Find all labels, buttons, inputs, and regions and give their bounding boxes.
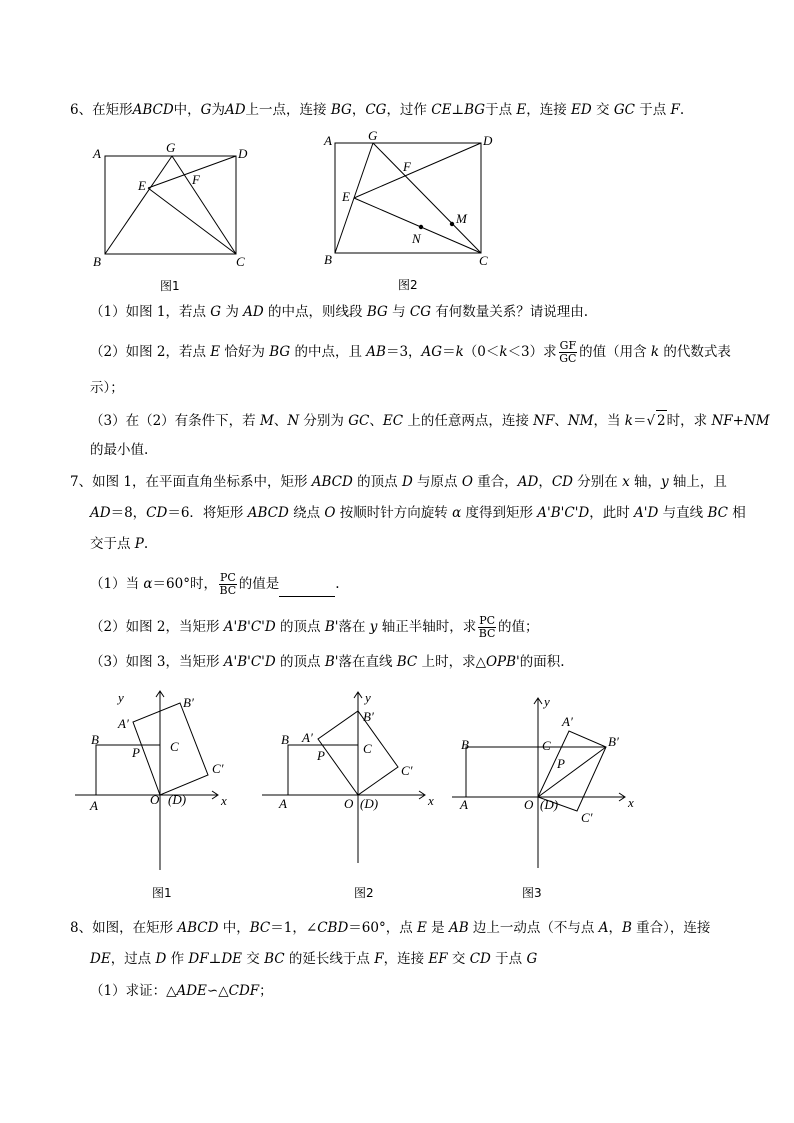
- q7-figure-2: [262, 688, 442, 907]
- q8-part-1: （1）求证：△ADE∽△CDF；: [90, 983, 273, 999]
- label-d-paren: (D): [168, 792, 187, 807]
- label-c: C: [363, 741, 372, 756]
- label-a-prime: A′: [118, 716, 129, 731]
- label-a-prime: A′: [302, 730, 313, 745]
- q7-stem-line-2: AD＝8，CD＝6．将矩形 ABCD 绕点 O 按顺时针方向旋转 α 度得到矩形 A'B'C'D，此时 A'D 与直线 BC 相: [90, 505, 746, 521]
- label-b: B: [461, 737, 469, 752]
- point-n: [419, 225, 423, 229]
- label-p: P: [557, 756, 565, 771]
- label-x: x: [428, 793, 434, 808]
- label-b: B: [93, 254, 101, 269]
- q6-fig2-caption: 图2: [398, 278, 418, 292]
- label-d-paren: (D): [360, 796, 379, 811]
- label-c: C: [236, 254, 245, 269]
- label-a: A: [460, 797, 468, 812]
- label-a: A: [90, 798, 98, 813]
- fraction-gf-gc: $\frac{GF}{GC}$: [559, 339, 577, 365]
- label-c-prime: C′: [401, 763, 413, 778]
- label-d-paren: (D): [540, 797, 559, 812]
- segment-bg: [105, 156, 172, 254]
- q7-fig2-caption: 图2: [354, 886, 374, 900]
- q7-part-1: （1）当 α＝60°时， $\frac{PC}{BC}$ 的值是 .: [90, 571, 340, 597]
- label-f: F: [403, 159, 411, 174]
- point-m: [450, 222, 454, 226]
- q7-part-2: （2）如图 2，当矩形 A'B'C'D 的顶点 B'落在 y 轴正半轴时，求 $\frac{PC}{BC}$ 的值；: [90, 614, 539, 640]
- label-b-prime: B′: [183, 695, 194, 710]
- label-a: A: [93, 146, 101, 161]
- label-x: x: [628, 795, 634, 810]
- label-a: A: [279, 796, 287, 811]
- label-o: O: [524, 797, 534, 812]
- q8-stem-line-1: 8、如图，在矩形 ABCD 中，BC＝1，∠CBD＝60°，点 E 是 AB 边上一动点（不与点 A，B 重合），连接: [70, 920, 711, 936]
- label-b-prime: B′: [363, 709, 374, 724]
- q7-fig1-caption: 图1: [152, 886, 172, 900]
- label-e: E: [138, 178, 146, 193]
- q6-part-3: （3）在（2）有条件下，若 M、N 分别为 GC、EC 上的任意两点，连接 NF、NM，当 k＝√ 2时，求 NF+NM: [90, 410, 770, 431]
- segment-ec: [148, 188, 236, 254]
- label-c: C: [479, 253, 488, 268]
- fraction-pc-bc: $\frac{PC}{BC}$: [219, 571, 237, 597]
- segment-ob-prime: [538, 747, 606, 797]
- label-c: C: [542, 738, 551, 753]
- label-a-prime: A′: [562, 714, 573, 729]
- label-b: B: [281, 732, 289, 747]
- label-c-prime: C′: [212, 761, 224, 776]
- label-y: y: [118, 690, 124, 705]
- answer-blank[interactable]: [279, 582, 335, 597]
- label-b: B: [91, 732, 99, 747]
- label-d: D: [483, 133, 493, 148]
- label-n: N: [412, 231, 421, 246]
- q6-fig1-caption: 图1: [160, 279, 180, 293]
- rect-abcd: [466, 747, 538, 797]
- label-c-prime: C′: [581, 810, 593, 825]
- q6-part-3-cont: 的最小值.: [90, 442, 149, 458]
- label-o: O: [150, 792, 160, 807]
- label-p: P: [132, 745, 140, 760]
- label-y: y: [544, 694, 550, 709]
- label-g: G: [368, 128, 378, 143]
- q7-fig3-caption: 图3: [522, 886, 542, 900]
- label-y: y: [365, 690, 371, 705]
- label-c: C: [170, 739, 179, 754]
- label-b: B: [324, 252, 332, 267]
- q6-figure-1: [88, 138, 268, 302]
- label-p: P: [317, 748, 325, 763]
- q6-part-2: （2）如图 2，若点 E 恰好为 BG 的中点，且 AB＝3，AG＝k（0＜k＜3）求 $\frac{GF}{GC}$ 的值（用含 k 的代数式表: [90, 339, 731, 365]
- q6-part-2-cont: 示）；: [90, 380, 124, 396]
- label-d: D: [238, 146, 248, 161]
- q7-part-3: （3）如图 3，当矩形 A'B'C'D 的顶点 B'落在直线 BC 上时，求△OPB'的面积.: [90, 654, 565, 670]
- label-g: G: [166, 140, 176, 155]
- q8-stem-line-2: DE，过点 D 作 DF⊥DE 交 BC 的延长线于点 F，连接 EF 交 CD 于点 G: [90, 951, 538, 967]
- q7-figure-1: [72, 688, 242, 907]
- label-m: M: [456, 211, 467, 226]
- q7-stem-line-1: 7、如图 1，在平面直角坐标系中，矩形 ABCD 的顶点 D 与原点 O 重合，AD，CD 分别在 x 轴，y 轴上，且: [70, 474, 727, 490]
- label-a: A: [324, 133, 332, 148]
- q6-figure-2: [320, 128, 500, 302]
- label-b-prime: B′: [608, 734, 619, 749]
- segment-ed: [354, 143, 481, 198]
- q6-part-1: （1）如图 1，若点 G 为 AD 的中点，则线段 BG 与 CG 有何数量关系？请说理由.: [90, 304, 589, 320]
- q7-stem-line-3: 交于点 P.: [90, 536, 149, 552]
- segment-gc: [172, 156, 236, 254]
- fraction-pc-bc-2: $\frac{PC}{BC}$: [478, 614, 496, 640]
- q6-stem: 6、在矩形ABCD中，G为AD上一点，连接 BG，CG，过作 CE⊥BG于点 E，连接 ED 交 GC 于点 F.: [70, 102, 685, 118]
- q7-figure-3: [452, 688, 637, 907]
- segment-gc: [373, 143, 481, 253]
- label-f: F: [192, 172, 200, 187]
- label-o: O: [344, 796, 354, 811]
- label-e: E: [342, 189, 350, 204]
- label-x: x: [221, 793, 227, 808]
